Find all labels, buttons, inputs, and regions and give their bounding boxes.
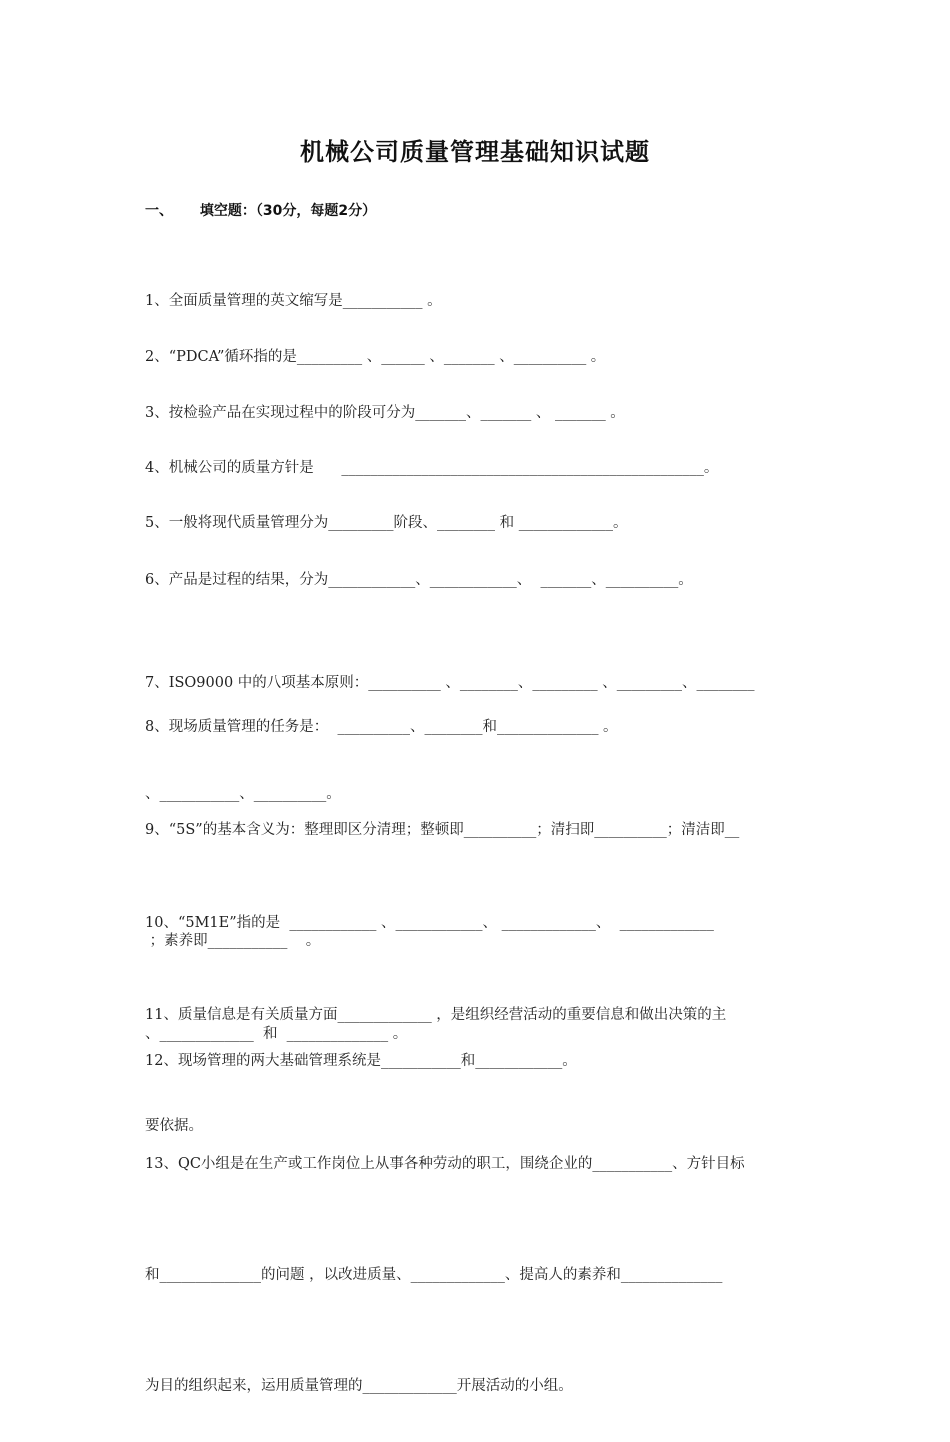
- question-line: 9、“5S”的基本含义为：整理即区分清理；整顿即__________；清扫即__________；清洁即__: [145, 822, 740, 838]
- section-number: 一、: [145, 203, 173, 219]
- question-line: 和______________的问题 ，以改进质量、_____________、提高人的素养和______________: [145, 1267, 723, 1283]
- question-line: 、___________、__________。: [145, 786, 341, 802]
- question-line: 6、产品是过程的结果，分为____________、____________、 _______、__________。: [145, 572, 693, 588]
- question-line: 2、“PDCA”循环指的是_________ 、______ 、_______ 、__________ 。: [145, 349, 606, 365]
- question-line: 10、“5M1E”指的是 ____________ 、____________、 _____________、 _____________: [145, 915, 714, 931]
- question-line: 为目的组织起来，运用质量管理的_____________开展活动的小组。: [145, 1378, 573, 1394]
- question-line: 13、QC小组是在生产或工作岗位上从事各种劳动的职工，围绕企业的___________、方针目标: [145, 1156, 745, 1172]
- question-line: ；素养即___________ 。: [145, 933, 321, 949]
- page-title: 机械公司质量管理基础知识试题: [300, 138, 650, 166]
- question-line: 7、ISO9000 中的八项基本原则：__________ 、________、_________ 、_________、________: [145, 675, 755, 691]
- section-heading: [145, 200, 376, 220]
- question-13: [145, 1072, 810, 1442]
- question-line: 3、按检验产品在实现过程中的阶段可分为_______、_______ 、 _______ 。: [145, 405, 625, 421]
- question-line: 要依据。: [145, 1118, 203, 1134]
- section-label: 填空题：（30分，每题2分）: [199, 203, 377, 219]
- question-line: 1、全面质量管理的英文缩写是___________ 。: [145, 293, 442, 309]
- question-line: 11、质量信息是有关质量方面_____________ ，是组织经营活动的重要信息和做出决策的主: [145, 1007, 727, 1023]
- question-line: 5、一般将现代质量管理分为_________阶段、________ 和 _____________。: [145, 515, 628, 531]
- question-line: 4、机械公司的质量方针是 __________________________________________________。: [145, 460, 719, 476]
- question-line: 、_____________ 和 ______________ 。: [145, 1026, 408, 1042]
- question-line: 12、现场管理的两大基础管理系统是___________和____________。: [145, 1053, 577, 1069]
- question-line: 8、现场质量管理的任务是： __________、________和______________ 。: [145, 719, 618, 735]
